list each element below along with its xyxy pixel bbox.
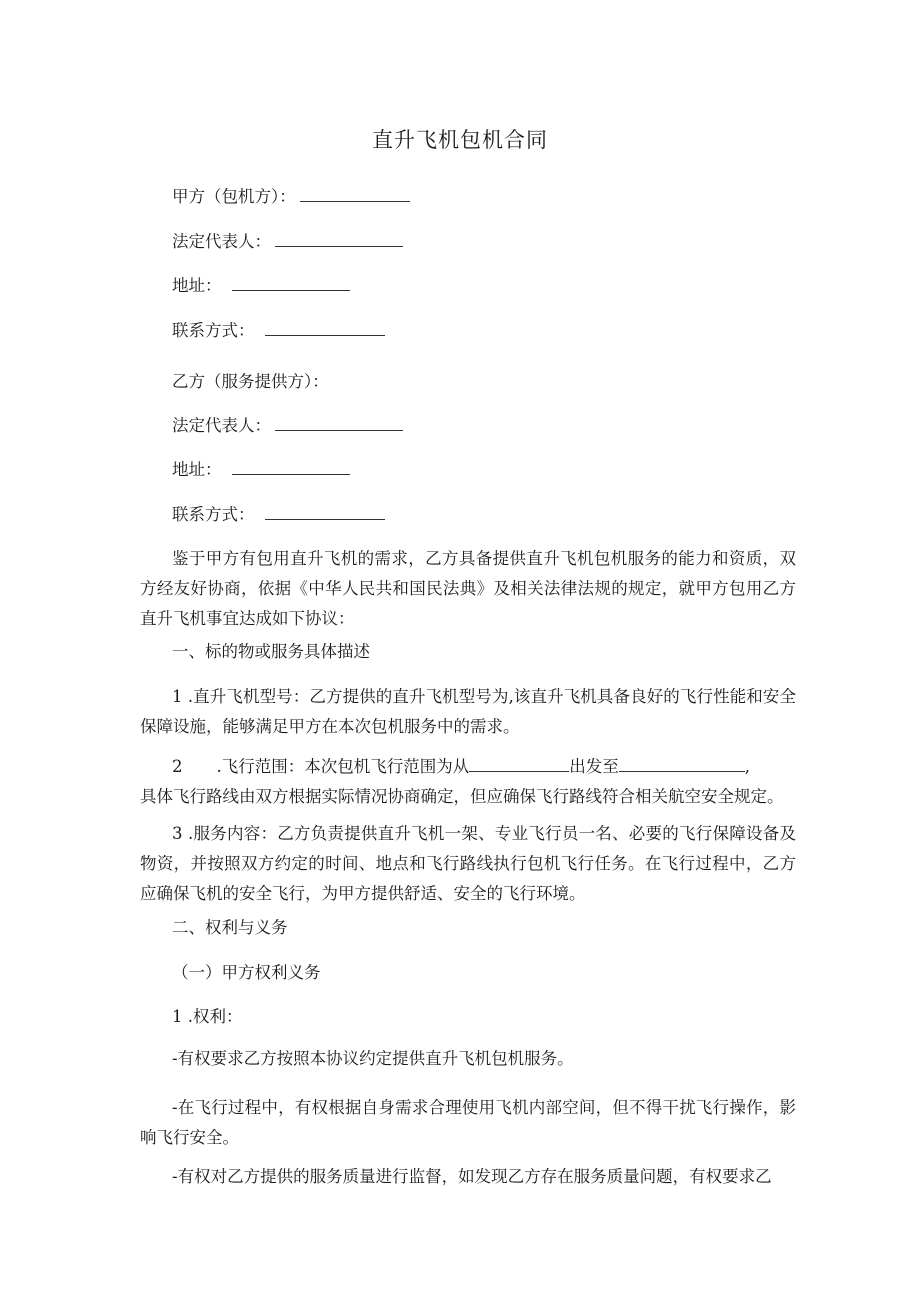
section1-item3: 3 .服务内容：乙方负责提供直升飞机一架、专业飞行员一名、必要的飞行保障设备及物资，并按照双方约定的时间、地点和飞行路线执行包机飞行任务。在飞行过程中，乙方应确保飞机的安全飞行，为甲方提供舒适、安全的飞行环境。 [140, 824, 796, 903]
party-b-address-label: 地址： [172, 460, 222, 479]
right-item-1: -有权要求乙方按照本协议约定提供直升飞机包机服务。 [172, 1049, 574, 1068]
party-b-rep-line [172, 415, 403, 437]
party-b-rep-label: 法定代表人： [172, 416, 271, 435]
party-a-rep-label: 法定代表人： [172, 232, 271, 251]
section1-heading: 一、标的物或服务具体描述 [172, 642, 370, 661]
item2-text-part1: .飞行范围：本次包机飞行范围为从 [216, 757, 470, 776]
item2-text-part2: 出发至 [569, 757, 619, 776]
flight-destination-blank[interactable] [619, 757, 745, 772]
party-b-contact-label: 联系方式： [172, 505, 255, 524]
party-a-rights-subheading: （一）甲方权利义务 [172, 963, 321, 982]
section1-item2-line1 [140, 752, 796, 782]
right-item-2: -在飞行过程中，有权根据自身需求合理使用飞机内部空间，但不得干扰飞行操作，影响飞行安全。 [140, 1098, 796, 1147]
flight-origin-blank[interactable] [469, 757, 569, 772]
party-a-address-line [172, 275, 350, 297]
party-a-rep-blank[interactable] [275, 232, 403, 247]
party-b-heading: 乙方（服务提供方）： [172, 372, 329, 391]
party-a-contact-label: 联系方式： [172, 321, 255, 340]
party-b-contact-blank[interactable] [265, 505, 385, 520]
party-a-rep-line [172, 231, 403, 253]
party-b-address-line [172, 459, 350, 481]
item2-text-part3: , [744, 757, 750, 776]
party-a-contact-blank[interactable] [265, 321, 385, 336]
party-a-address-blank[interactable] [232, 276, 350, 291]
party-a-address-label: 地址： [172, 276, 222, 295]
party-b-rep-blank[interactable] [275, 416, 403, 431]
party-a-heading: 甲方（包机方）： [172, 187, 296, 206]
party-a-name-blank[interactable] [300, 187, 410, 202]
item2-number: 2 [172, 757, 183, 776]
rights-label: 1 .权利： [172, 1007, 243, 1026]
section1-item2-line2: 具体飞行路线由双方根据实际情况协商确定，但应确保飞行路线符合相关航空安全规定。 [140, 787, 784, 806]
section2-heading: 二、权利与义务 [172, 918, 288, 937]
party-a-line [172, 186, 410, 208]
preamble-paragraph: 鉴于甲方有包用直升飞机的需求，乙方具备提供直升飞机包机服务的能力和资质，双方经友好协商，依据《中华人民共和国民法典》及相关法律法规的规定，就甲方包用乙方直升飞机事宜达成如下协议： [140, 549, 796, 628]
section1-item1: 1 .直升飞机型号：乙方提供的直升飞机型号为,该直升飞机具备良好的飞行性能和安全保障设施，能够满足甲方在本次包机服务中的需求。 [140, 687, 796, 736]
party-a-contact-line [172, 320, 385, 342]
party-b-line [172, 371, 329, 393]
right-item-3: -有权对乙方提供的服务质量进行监督，如发现乙方存在服务质量问题，有权要求乙 [172, 1167, 772, 1186]
document-title: 直升飞机包机合同 [372, 128, 548, 152]
party-b-address-blank[interactable] [232, 460, 350, 475]
section1-item2 [140, 752, 796, 812]
party-b-contact-line [172, 504, 385, 526]
